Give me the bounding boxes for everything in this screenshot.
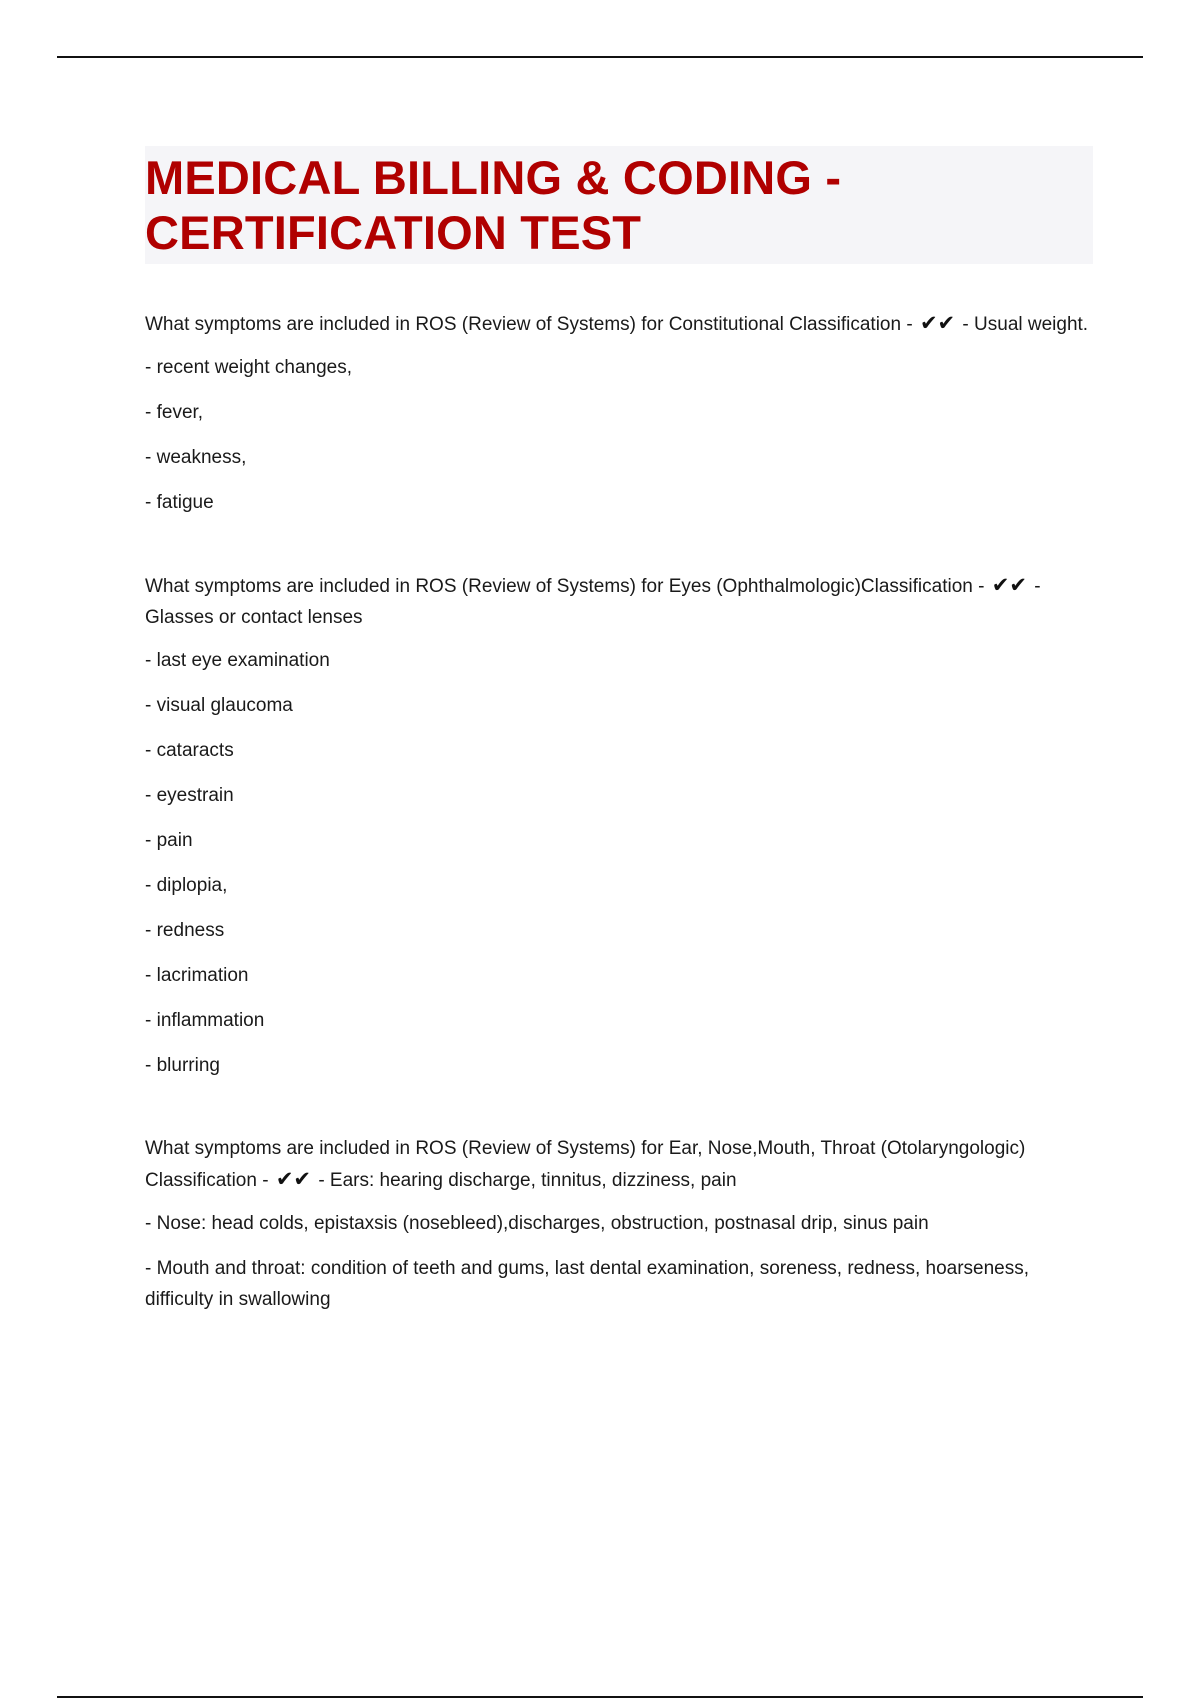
answer-item: - weakness, (145, 447, 247, 468)
question-prompt: What symptoms are included in ROS (Review of Systems) for Constitutional Classification - (145, 314, 913, 335)
question-text (145, 308, 1093, 340)
answer-item: - lacrimation (145, 965, 249, 986)
document-body (145, 146, 1093, 1367)
question-block-constitutional (145, 308, 1093, 518)
answer-item: - blurring (145, 1055, 220, 1076)
answer-item: - Mouth and throat: condition of teeth and gums, last dental examination, soreness, redness, hoarseness, difficulty in swallowing (145, 1258, 1030, 1310)
answer-start: - Ears: hearing discharge, tinnitus, dizziness, pain (318, 1170, 737, 1191)
answer-item: - visual glaucoma (145, 695, 293, 716)
question-prompt: What symptoms are included in ROS (Review of Systems) for Eyes (Ophthalmologic)Classification - (145, 576, 985, 597)
question-prompt: What symptoms are included in ROS (Review of Systems) for Ear, Nose,Mouth, Throat (Otolaryngologic) Classification - (145, 1138, 1026, 1191)
answer-start: - Usual weight. (962, 314, 1089, 335)
answer-item: - fever, (145, 402, 204, 423)
question-block-eyes (145, 570, 1093, 1081)
answer-item: - cataracts (145, 740, 234, 761)
title-block (145, 146, 1093, 264)
question-block-ent (145, 1133, 1093, 1315)
answer-item: - inflammation (145, 1010, 265, 1031)
answer-item: - diplopia, (145, 875, 228, 896)
footer-rule (57, 1696, 1143, 1698)
header-rule (57, 56, 1143, 58)
answer-item: - Nose: head colds, epistaxsis (nosebleed),discharges, obstruction, postnasal drip, sinus pain (145, 1213, 929, 1234)
answer-item: - last eye examination (145, 650, 330, 671)
answer-item: - redness (145, 920, 225, 941)
double-check-icon: ✔✔ (919, 311, 956, 335)
page-title-line-1: MEDICAL BILLING & CODING - (145, 151, 842, 204)
answer-start: - Glasses or contact lenses (145, 576, 1041, 628)
answer-item: - eyestrain (145, 785, 234, 806)
double-check-icon: ✔✔ (275, 1167, 312, 1191)
double-check-icon: ✔✔ (991, 573, 1027, 597)
answer-item: - fatigue (145, 492, 214, 513)
answer-item: - pain (145, 830, 193, 851)
question-text (145, 1133, 1093, 1196)
page-title-line-2: CERTIFICATION TEST (145, 206, 642, 259)
answer-item: - recent weight changes, (145, 357, 353, 378)
question-text (145, 570, 1093, 633)
